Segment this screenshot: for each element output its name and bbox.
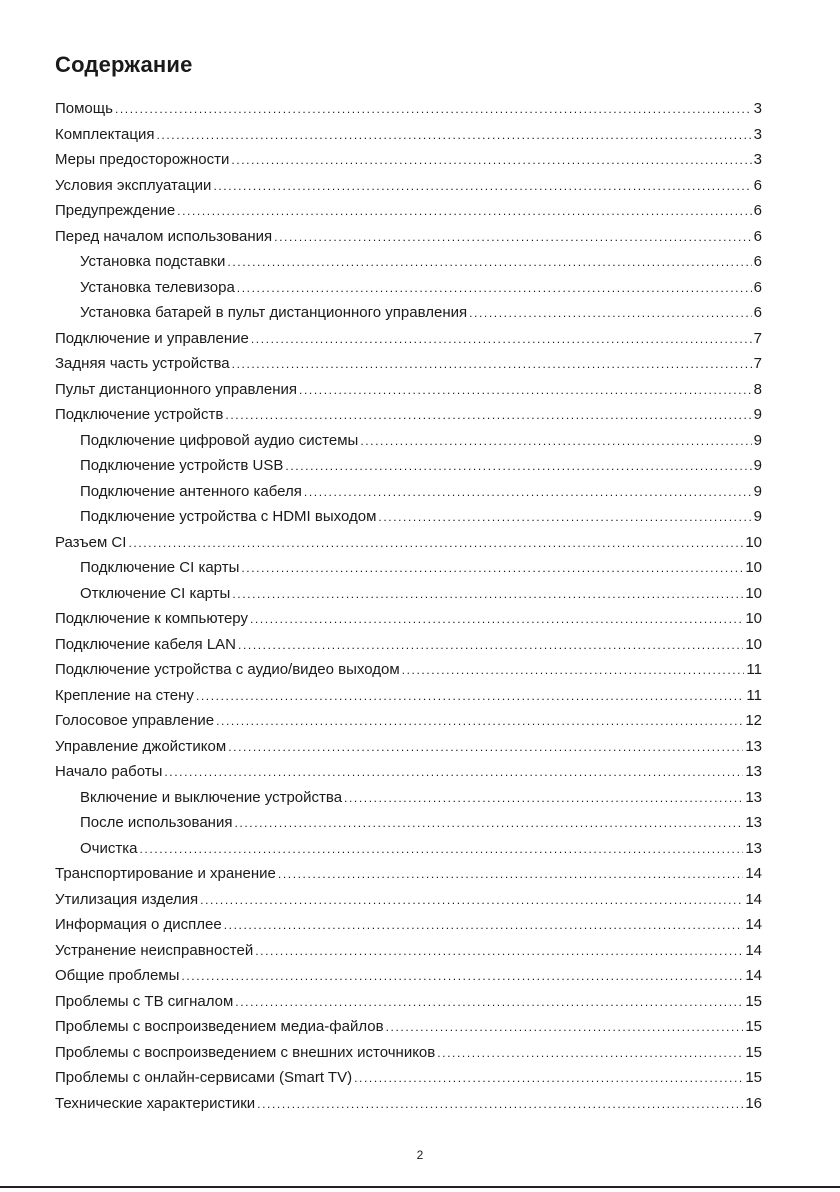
toc-entry[interactable] — [55, 249, 762, 275]
toc-entry-page: 6 — [753, 253, 762, 270]
toc-dot-leader — [469, 301, 752, 327]
toc-entry-page: 7 — [753, 355, 762, 372]
toc-entry-page: 6 — [753, 176, 762, 194]
toc-entry[interactable] — [55, 785, 762, 811]
toc-entry-page: 11 — [746, 661, 762, 678]
toc-dot-leader — [228, 735, 743, 761]
toc-entry-label: Подключение к компьютеру — [55, 610, 248, 627]
toc-entry-page: 16 — [745, 1094, 762, 1112]
toc-entry-label: Отключение CI карты — [80, 584, 231, 602]
toc-dot-leader — [238, 633, 743, 659]
toc-dot-leader — [304, 480, 752, 506]
toc-entry-label: Установка подставки — [80, 253, 226, 270]
toc-entry[interactable] — [55, 530, 762, 556]
toc-dot-leader — [234, 811, 743, 837]
toc-entry-label: Помощь — [55, 100, 113, 117]
toc-entry-label: Подключение кабеля LAN — [55, 635, 237, 653]
page-title: Содержание — [55, 52, 193, 77]
table-of-contents — [55, 96, 762, 1116]
toc-entry[interactable] — [55, 657, 762, 683]
toc-dot-leader — [257, 1092, 743, 1118]
toc-entry-page: 10 — [745, 559, 762, 576]
toc-entry-page: 9 — [753, 457, 762, 474]
toc-entry-page: 14 — [745, 941, 762, 959]
toc-dot-leader — [227, 250, 751, 276]
page-number: 2 — [416, 1148, 424, 1162]
toc-entry-label: Утилизация изделия — [55, 890, 199, 908]
toc-dot-leader — [128, 531, 743, 557]
toc-entry[interactable] — [55, 810, 762, 836]
toc-entry-page: 13 — [745, 763, 762, 780]
toc-entry-label: Информация о дисплее — [55, 916, 222, 933]
toc-entry-page: 14 — [745, 916, 762, 933]
toc-entry[interactable] — [55, 504, 762, 530]
toc-entry-label: Крепление на стену — [55, 686, 194, 704]
toc-entry-label: Устранение неисправностей — [55, 941, 254, 959]
toc-dot-leader — [299, 378, 752, 404]
toc-entry-label: Предупреждение — [55, 202, 176, 219]
toc-entry[interactable] — [55, 938, 762, 964]
toc-entry-label: Задняя часть устройства — [55, 355, 230, 372]
toc-entry[interactable] — [55, 887, 762, 913]
toc-entry-label: Перед началом использования — [55, 227, 273, 245]
toc-entry-page: 3 — [753, 100, 762, 117]
toc-entry[interactable] — [55, 581, 762, 607]
toc-entry[interactable] — [55, 326, 762, 352]
toc-entry-page: 9 — [753, 406, 762, 423]
toc-entry-page: 6 — [753, 278, 762, 296]
toc-dot-leader — [231, 148, 751, 174]
toc-entry[interactable] — [55, 402, 762, 428]
toc-entry-page: 9 — [753, 482, 762, 500]
toc-entry[interactable] — [55, 683, 762, 709]
toc-dot-leader — [278, 862, 743, 888]
toc-entry[interactable] — [55, 1040, 762, 1066]
toc-dot-leader — [378, 505, 751, 531]
toc-entry-label: Общие проблемы — [55, 967, 180, 984]
toc-entry-label: Подключение и управление — [55, 329, 249, 347]
toc-entry-page: 14 — [745, 967, 762, 984]
toc-entry-label: Подключение устройств — [55, 406, 224, 423]
toc-entry-label: Меры предосторожности — [55, 151, 230, 168]
toc-entry-page: 13 — [745, 814, 762, 831]
toc-entry-page: 14 — [745, 890, 762, 908]
toc-dot-leader — [402, 658, 745, 684]
toc-entry-label: Голосовое управление — [55, 712, 215, 729]
toc-entry[interactable] — [55, 708, 762, 734]
toc-dot-leader — [177, 199, 751, 225]
toc-entry[interactable] — [55, 351, 762, 377]
toc-entry-label: Подключение устройства с аудио/видео выходом — [55, 661, 400, 678]
toc-dot-leader — [213, 174, 751, 200]
toc-entry-label: Управление джойстиком — [55, 737, 227, 755]
toc-dot-leader — [200, 888, 743, 914]
toc-entry-label: После использования — [80, 814, 233, 831]
toc-entry[interactable] — [55, 1065, 762, 1091]
toc-entry[interactable] — [55, 479, 762, 505]
toc-entry[interactable] — [55, 555, 762, 581]
toc-dot-leader — [232, 582, 743, 608]
toc-entry-label: Комплектация — [55, 125, 155, 143]
toc-entry[interactable] — [55, 198, 762, 224]
toc-entry-label: Установка телевизора — [80, 278, 235, 296]
toc-entry-label: Очистка — [80, 839, 138, 857]
toc-entry-label: Подключение цифровой аудио системы — [80, 431, 359, 449]
toc-dot-leader — [139, 837, 743, 863]
toc-entry-label: Транспортирование и хранение — [55, 865, 276, 882]
toc-entry-page: 9 — [753, 508, 762, 525]
toc-entry-label: Технические характеристики — [55, 1094, 256, 1112]
toc-dot-leader — [274, 225, 752, 251]
toc-dot-leader — [181, 964, 743, 990]
toc-entry-page: 13 — [745, 839, 762, 857]
toc-entry[interactable] — [55, 734, 762, 760]
toc-dot-leader — [437, 1041, 743, 1067]
toc-entry-label: Разъем CI — [55, 533, 127, 551]
toc-entry-label: Условия эксплуатации — [55, 176, 212, 194]
toc-entry[interactable] — [55, 122, 762, 148]
toc-entry[interactable] — [55, 300, 762, 326]
toc-entry[interactable] — [55, 632, 762, 658]
toc-entry-page: 6 — [753, 304, 762, 321]
toc-entry-page: 15 — [745, 992, 762, 1010]
toc-entry[interactable] — [55, 606, 762, 632]
toc-entry-page: 10 — [745, 533, 762, 551]
toc-dot-leader — [344, 786, 743, 812]
toc-dot-leader — [216, 709, 743, 735]
toc-entry[interactable] — [55, 912, 762, 938]
toc-dot-leader — [360, 429, 751, 455]
toc-dot-leader — [250, 607, 743, 633]
toc-dot-leader — [255, 939, 743, 965]
toc-entry[interactable] — [55, 224, 762, 250]
toc-dot-leader — [354, 1066, 743, 1092]
toc-entry[interactable] — [55, 377, 762, 403]
toc-dot-leader — [196, 684, 744, 710]
toc-entry-page: 14 — [745, 865, 762, 882]
toc-dot-leader — [224, 913, 744, 939]
toc-dot-leader — [235, 990, 743, 1016]
toc-entry-label: Пульт дистанционного управления — [55, 380, 298, 398]
toc-entry-page: 11 — [746, 686, 762, 704]
toc-entry-label: Подключение устройства с HDMI выходом — [80, 508, 377, 525]
toc-entry-page: 15 — [745, 1043, 762, 1061]
toc-entry-page: 7 — [753, 329, 762, 347]
toc-dot-leader — [164, 760, 743, 786]
toc-entry-label: Проблемы с ТВ сигналом — [55, 992, 234, 1010]
toc-entry[interactable] — [55, 989, 762, 1015]
toc-entry-label: Подключение CI карты — [80, 559, 240, 576]
toc-entry-label: Установка батарей в пульт дистанционного управления — [80, 304, 468, 321]
toc-entry-label: Проблемы с воспроизведением медиа-файлов — [55, 1018, 384, 1035]
toc-entry[interactable] — [55, 1091, 762, 1117]
toc-dot-leader — [237, 276, 752, 302]
toc-entry[interactable] — [55, 759, 762, 785]
toc-entry[interactable] — [55, 96, 762, 122]
toc-dot-leader — [251, 327, 752, 353]
toc-entry-page: 6 — [753, 227, 762, 245]
toc-entry-label: Включение и выключение устройства — [80, 788, 343, 806]
toc-entry-page: 10 — [745, 584, 762, 602]
toc-entry-page: 8 — [753, 380, 762, 398]
toc-entry-page: 9 — [753, 431, 762, 449]
toc-entry-page: 12 — [745, 712, 762, 729]
toc-entry[interactable] — [55, 861, 762, 887]
toc-dot-leader — [285, 454, 751, 480]
toc-entry-page: 10 — [745, 635, 762, 653]
bottom-divider — [0, 1186, 840, 1188]
toc-entry-label: Подключение антенного кабеля — [80, 482, 302, 500]
toc-dot-leader — [156, 123, 751, 149]
toc-entry-page: 3 — [753, 151, 762, 168]
toc-entry-page: 10 — [745, 610, 762, 627]
toc-entry-label: Подключение устройств USB — [80, 457, 284, 474]
toc-entry[interactable] — [55, 173, 762, 199]
toc-entry-page: 15 — [745, 1069, 762, 1086]
toc-entry[interactable] — [55, 147, 762, 173]
toc-entry-label: Начало работы — [55, 763, 163, 780]
toc-entry-label: Проблемы с воспроизведением с внешних источников — [55, 1043, 436, 1061]
toc-entry-page: 3 — [753, 125, 762, 143]
toc-entry-page: 13 — [745, 788, 762, 806]
toc-dot-leader — [225, 403, 751, 429]
toc-entry[interactable] — [55, 963, 762, 989]
toc-entry-label: Проблемы с онлайн-сервисами (Smart TV) — [55, 1069, 353, 1086]
toc-dot-leader — [232, 352, 752, 378]
toc-entry-page: 6 — [753, 202, 762, 219]
toc-dot-leader — [386, 1015, 744, 1041]
toc-entry[interactable] — [55, 1014, 762, 1040]
toc-entry[interactable] — [55, 428, 762, 454]
toc-entry[interactable] — [55, 836, 762, 862]
toc-dot-leader — [241, 556, 743, 582]
toc-dot-leader — [115, 97, 752, 123]
toc-entry-page: 15 — [745, 1018, 762, 1035]
toc-entry-page: 13 — [745, 737, 762, 755]
toc-entry[interactable] — [55, 275, 762, 301]
toc-entry[interactable] — [55, 453, 762, 479]
